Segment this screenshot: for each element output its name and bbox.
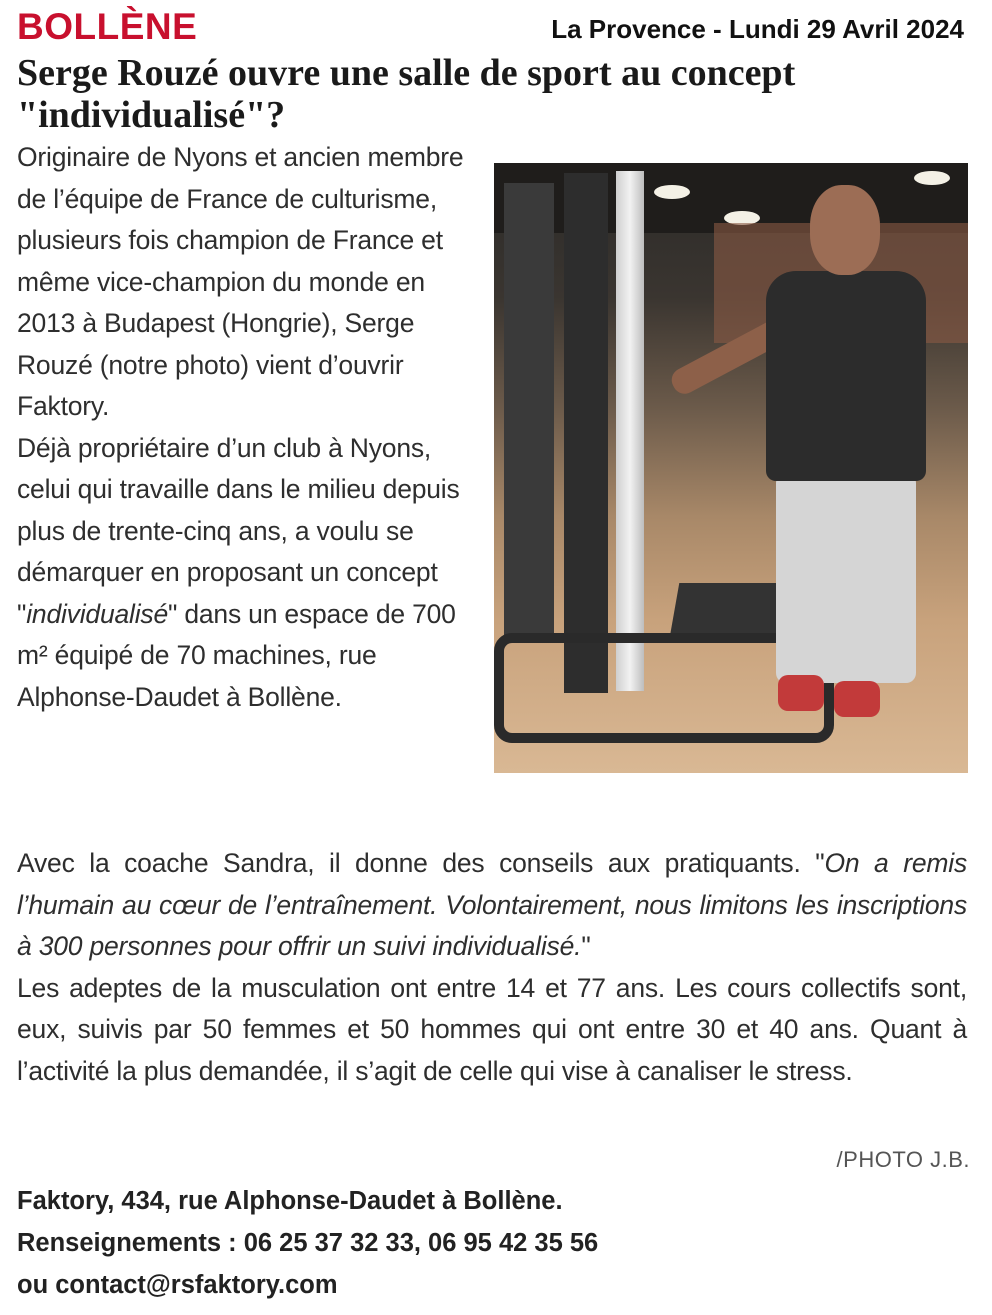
paragraph-quote	[17, 843, 967, 968]
paragraph-quote-close: "	[581, 931, 591, 961]
quote-italic: On a remis l’humain au cœur de l’entraînement. Volontairement, nous limitons les inscriptions à 300 personnes pour offrir un suivi individualisé.	[17, 848, 967, 961]
person-pants	[776, 473, 916, 683]
info-email[interactable]: ou contact@rsfaktory.com	[17, 1271, 338, 1299]
ceiling-light	[914, 171, 950, 185]
info-phone: Renseignements : 06 25 37 32 33, 06 95 42 35 56	[17, 1229, 599, 1257]
article-body-full	[17, 843, 967, 1092]
photo-credit: /PHOTO J.B.	[836, 1147, 970, 1172]
article-headline: Serge Rouzé ouvre une salle de sport au concept "individualisé"?	[17, 52, 796, 136]
machine-frame	[564, 173, 608, 693]
ceiling-light	[654, 185, 690, 199]
person-head	[810, 185, 880, 275]
article-body-column	[17, 137, 477, 718]
paragraph-stats: Les adeptes de la musculation ont entre 14 et 77 ans. Les cours collectifs sont, eux, suivis par 50 femmes et 50 hommes qui ont entre 30 et 40 ans. Quant à l’activité la plus demandée, il s’agit de celle qui vise à canaliser le stress.	[17, 972, 967, 1086]
person-shoe	[778, 675, 824, 711]
source-dateline: La Provence - Lundi 29 Avril 2024	[551, 14, 964, 44]
paragraph-intro: Originaire de Nyons et ancien membre de l’équipe de France de culturisme, plusieurs fois champion de France et même vice-champion du monde en 2013 à Budapest (Hongrie), Serge Rouzé (notre photo) vient d’ouvrir Faktory.	[17, 142, 464, 421]
machine-frame	[504, 183, 554, 643]
person-shoe	[834, 681, 880, 717]
info-address: Faktory, 434, rue Alphonse-Daudet à Bollène.	[17, 1187, 563, 1215]
paragraph-concept	[17, 428, 477, 719]
section-kicker: BOLLÈNE	[17, 6, 198, 47]
article-photo	[494, 163, 968, 773]
paragraph-concept-emphasis: individualisé	[26, 598, 168, 629]
person-shirt	[766, 271, 926, 481]
weight-stack	[616, 171, 644, 691]
paragraph-concept-text-start: Déjà propriétaire d’un club à Nyons, celui qui travaille dans le milieu depuis plus de trente-cinq ans, a voulu se démarquer en proposant un concept "	[17, 432, 460, 629]
paragraph-concept-text-end: " dans un espace de 700 m² équipé de 70 machines, rue Alphonse-Daudet à Bollène.	[17, 598, 456, 712]
info-box	[17, 1180, 917, 1306]
paragraph-quote-text: Avec la coache Sandra, il donne des conseils aux pratiquants. "	[17, 848, 825, 878]
